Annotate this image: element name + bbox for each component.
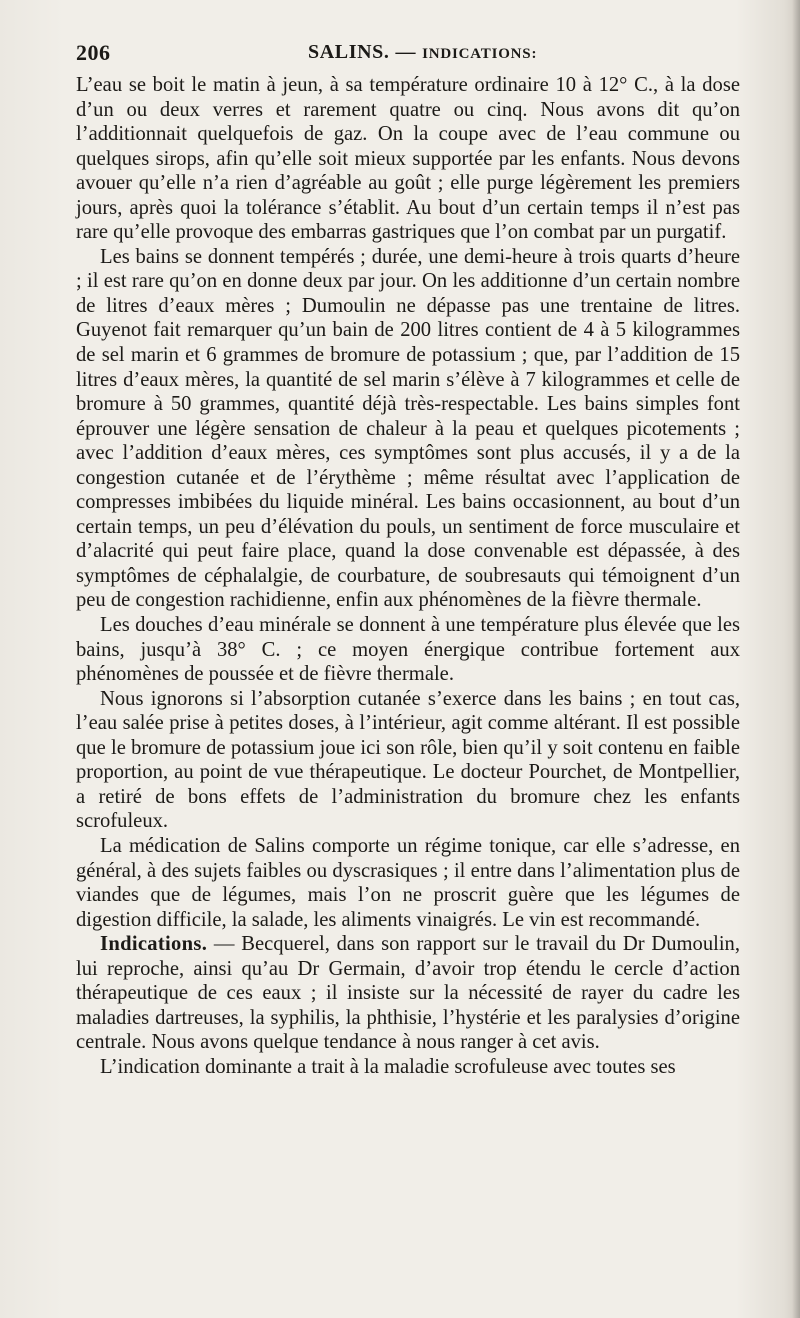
paragraph-drinking: L’eau se boit le matin à jeun, à sa température ordinaire 10 à 12° C., à la dose d’un ou deux verres et rarement quatre ou cinq. Nous avons dit qu’on l’additionnait quelquefois de gaz. On la coupe avec de l’eau commune ou quelques sirops, afin qu’elle soit mieux supportée par les enfants. Nous devons avouer qu’elle n’a rien d’agréable au goût ; elle purge légèrement les premiers jours, après quoi la tolérance s’établit. Au bout d’un certain temps il n’est pas rare qu’elle provoque des embarras gastriques que l’on combat par un purgatif. (76, 74, 740, 244)
paragraph-dominant-indication: L’indication dominante a trait à la maladie scrofuleuse avec toutes ses (100, 1055, 676, 1078)
paragraph-baths: Les bains se donnent tempérés ; durée, une demi-heure à trois quarts d’heure ; il est rare qu’on en donne deux par jour. On les additionne d’un certain nombre de litres d’eaux mères ; Dumoulin ne dépasse pas une trentaine de litres. Guyenot fait remarquer qu’un bain de 200 litres contient de 4 à 5 kilogrammes de sel marin et 6 grammes de bromure de potassium ; que, par l’addition de 15 litres d’eaux mères, la quantité de sel marin s’élève à 7 kilogrammes et celle de bromure à 50 grammes, quantité déjà très-respectable. Les bains simples font éprouver une légère sensation de chaleur à la peau et quelques picotements ; avec l’addition d’eaux mères, ces symptômes sont plus accusés, il y a de la congestion cutanée et de l’érythème ; même résultat avec l’application de compresses imbibées du liquide minéral. Les bains occasionnent, au bout d’un certain temps, un peu d’élévation du pouls, un sentiment de force musculaire et d’alacrité qui peut faire place, quand la dose convenable est dépassée, à des symptômes de céphalalgie, de courbature, de soubresauts qui témoignent d’un peu de congestion rachidienne, enfin aux phénomènes de la fièvre thermale. (76, 245, 740, 612)
indications-heading: Indications. (100, 933, 208, 956)
page-edge-shadow (792, 0, 800, 1318)
paragraph-douches: Les douches d’eau minérale se donnent à une température plus élevée que les bains, jusqu’à 38° C. ; ce moyen énergique contribue fortement aux phénomènes de poussée et de fièvre thermale. (76, 614, 740, 686)
page-number: 206 (76, 40, 111, 65)
indications-text: — Becquerel, dans son rapport sur le travail du Dr Dumoulin, lui reproche, ainsi qu’au Dr Germain, d’avoir trop étendu le cercle d’action thérapeutique de ces eaux ; il insiste sur la nécessité de rayer du cadre les maladies dartreuses, la syphilis, la phthisie, l’hystérie et les paralysies d’origine centrale. Nous avons quelque tendance à nous ranger à cet avis. (76, 933, 740, 1054)
running-header (76, 40, 740, 68)
header-dash: — (395, 41, 417, 63)
paragraph-absorption: Nous ignorons si l’absorption cutanée s’exerce dans les bains ; en tout cas, l’eau salée prise à petites doses, à l’intérieur, agit comme altérant. Il est possible que le bromure de potassium joue ici son rôle, bien qu’il y soit contenu en faible proportion, au point de vue thérapeutique. Le docteur Pourchet, de Montpellier, a retiré de bons effets de l’administration du bromure chez les enfants scrofuleux. (76, 687, 740, 833)
header-section: INDICATIONS: (422, 46, 538, 62)
paragraph-indications (76, 932, 740, 1055)
paragraph-regime: La médication de Salins comporte un régime tonique, car elle s’adresse, en général, à des sujets faibles ou dyscrasiques ; il entre dans l’alimentation plus de viandes que de légumes, mais l’on ne proscrit guère que les légumes de digestion difficile, la salade, les aliments vinaigrés. Le vin est recommandé. (76, 834, 740, 931)
running-title (308, 41, 537, 64)
header-title: SALINS. (308, 41, 390, 63)
body-text (76, 73, 740, 1079)
